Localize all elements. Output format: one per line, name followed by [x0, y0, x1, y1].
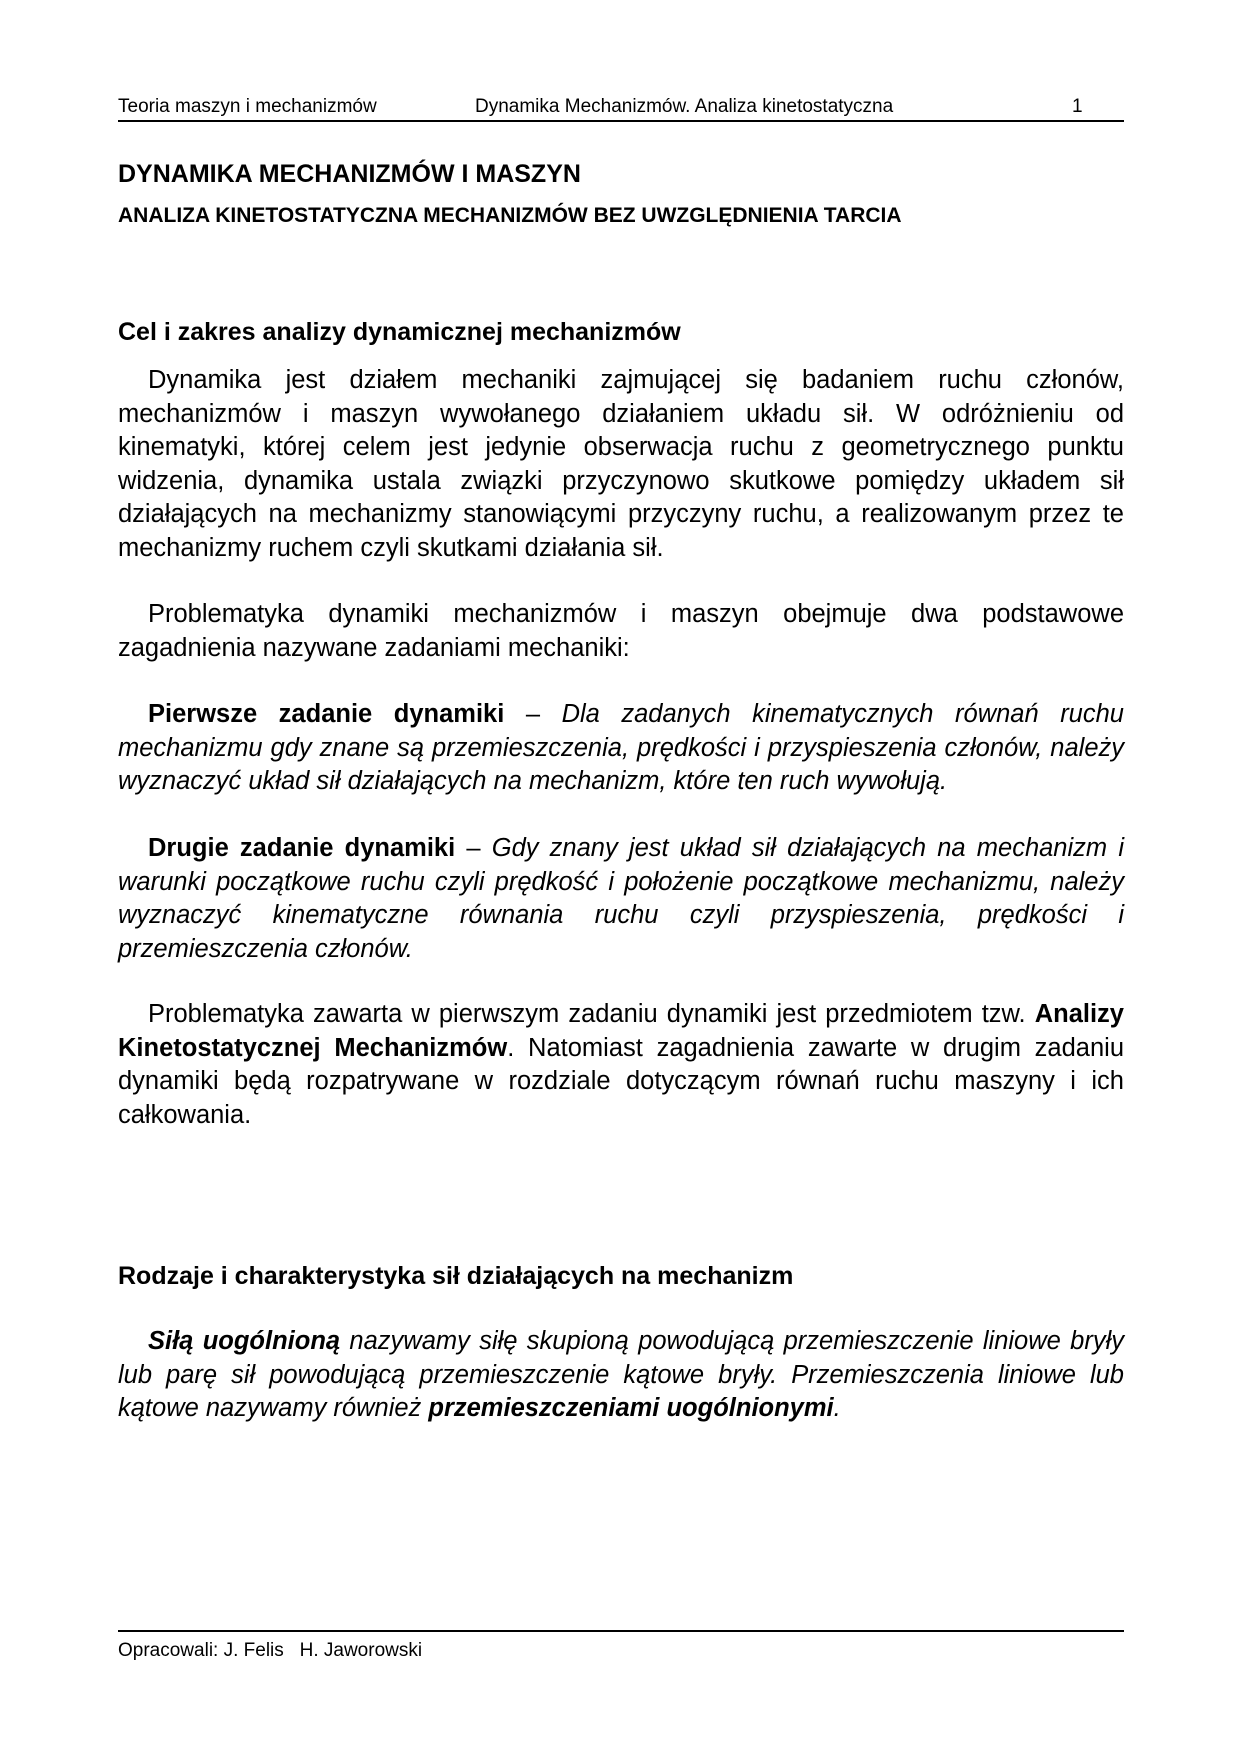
generalized-displacement-term: przemieszczeniami uogólnionymi: [428, 1394, 834, 1422]
page-footer-authors: Opracowali: J. Felis H. Jaworowski: [118, 1640, 423, 1661]
p5-text-c: . Natomiast zagadnienia zawarte w drugim zadaniu dynamiki będą rozpatrywane w rozdziale dotyczącym równań ruchu maszyny i ich całkowania.: [118, 1033, 1125, 1129]
kinetostatic-analysis-term: Analizy Kinetostatycznej Mechanizmów: [118, 1000, 1124, 1062]
second-task-text: Gdy znany jest układ sił działających na mechanizm i warunki początkowe ruchu czyli prędkość i położenie początkowe mechanizmu, należy wyznaczyć kinematyczne równania ruchu czyli przyspieszenia, prędkości i przemieszczenia członów.: [118, 834, 1124, 963]
first-task-dash: –: [504, 700, 562, 728]
page-header: [118, 96, 1124, 122]
section-heading-goal-scope: Cel i zakres analizy dynamicznej mechanizmów: [118, 318, 681, 346]
footer-divider: [118, 1630, 1124, 1632]
first-task-label: Pierwsze zadanie dynamiki: [148, 700, 505, 728]
generalized-force-text: nazywamy siłę skupioną powodującą przemieszczenie liniowe bryły lub parę sił powodującą przemieszczenie kątowe bryły. Przemieszczenia liniowe lub kątowe nazywamy również: [118, 1327, 1124, 1422]
paragraph-first-task: [118, 698, 1124, 799]
page-number: 1: [1072, 96, 1083, 117]
header-chapter-title: Dynamika Mechanizmów. Analiza kinetostatyczna: [475, 96, 894, 117]
paragraph-dynamics-definition: Dynamika jest działem mechaniki zajmującej się badaniem ruchu członów, mechanizmów i maszyn wywołanego działaniem układu sił. W odróżnieniu od kinematyki, której celem jest jedynie obserwacja ruchu z geometrycznego punktu widzenia, dynamika ustala związki przyczynowo skutkowe pomiędzy układem sił działających na mechanizmy stanowiącymi przyczyny ruchu, a realizowanym przez te mechanizmy ruchem czyli skutkami działania sił.: [118, 366, 1124, 562]
section-heading-force-types: Rodzaje i charakterystyka sił działających na mechanizm: [118, 1262, 794, 1290]
paragraph-second-task: [118, 832, 1124, 966]
document-subtitle: ANALIZA KINETOSTATYCZNA MECHANIZMÓW BEZ UWZGLĘDNIENIA TARCIA: [118, 204, 902, 227]
second-task-dash: –: [455, 834, 492, 862]
paragraph-kinetostatic-analysis: [118, 998, 1124, 1132]
header-course-title: Teoria maszyn i mechanizmów: [118, 96, 377, 117]
document-title: DYNAMIKA MECHANIZMÓW I MASZYN: [118, 160, 581, 188]
generalized-force-term: Siłą uogólnioną: [148, 1327, 341, 1355]
second-task-label: Drugie zadanie dynamiki: [148, 834, 456, 862]
paragraph-problem-scope: Problematyka dynamiki mechanizmów i maszyn obejmuje dwa podstawowe zagadnienia nazywane zadaniami mechaniki:: [118, 600, 1124, 662]
paragraph-generalized-force: [118, 1325, 1124, 1426]
first-task-text: Dla zadanych kinematycznych równań ruchu mechanizmu gdy znane są przemieszczenia, prędkości i przyspieszenia członów, należy wyznaczyć układ sił działających na mechanizm, które ten ruch wywołują.: [118, 700, 1124, 795]
p5-text-a: Problematyka zawarta w pierwszym zadaniu dynamiki jest przedmiotem tzw.: [148, 1000, 1035, 1028]
generalized-force-end: .: [833, 1394, 841, 1422]
